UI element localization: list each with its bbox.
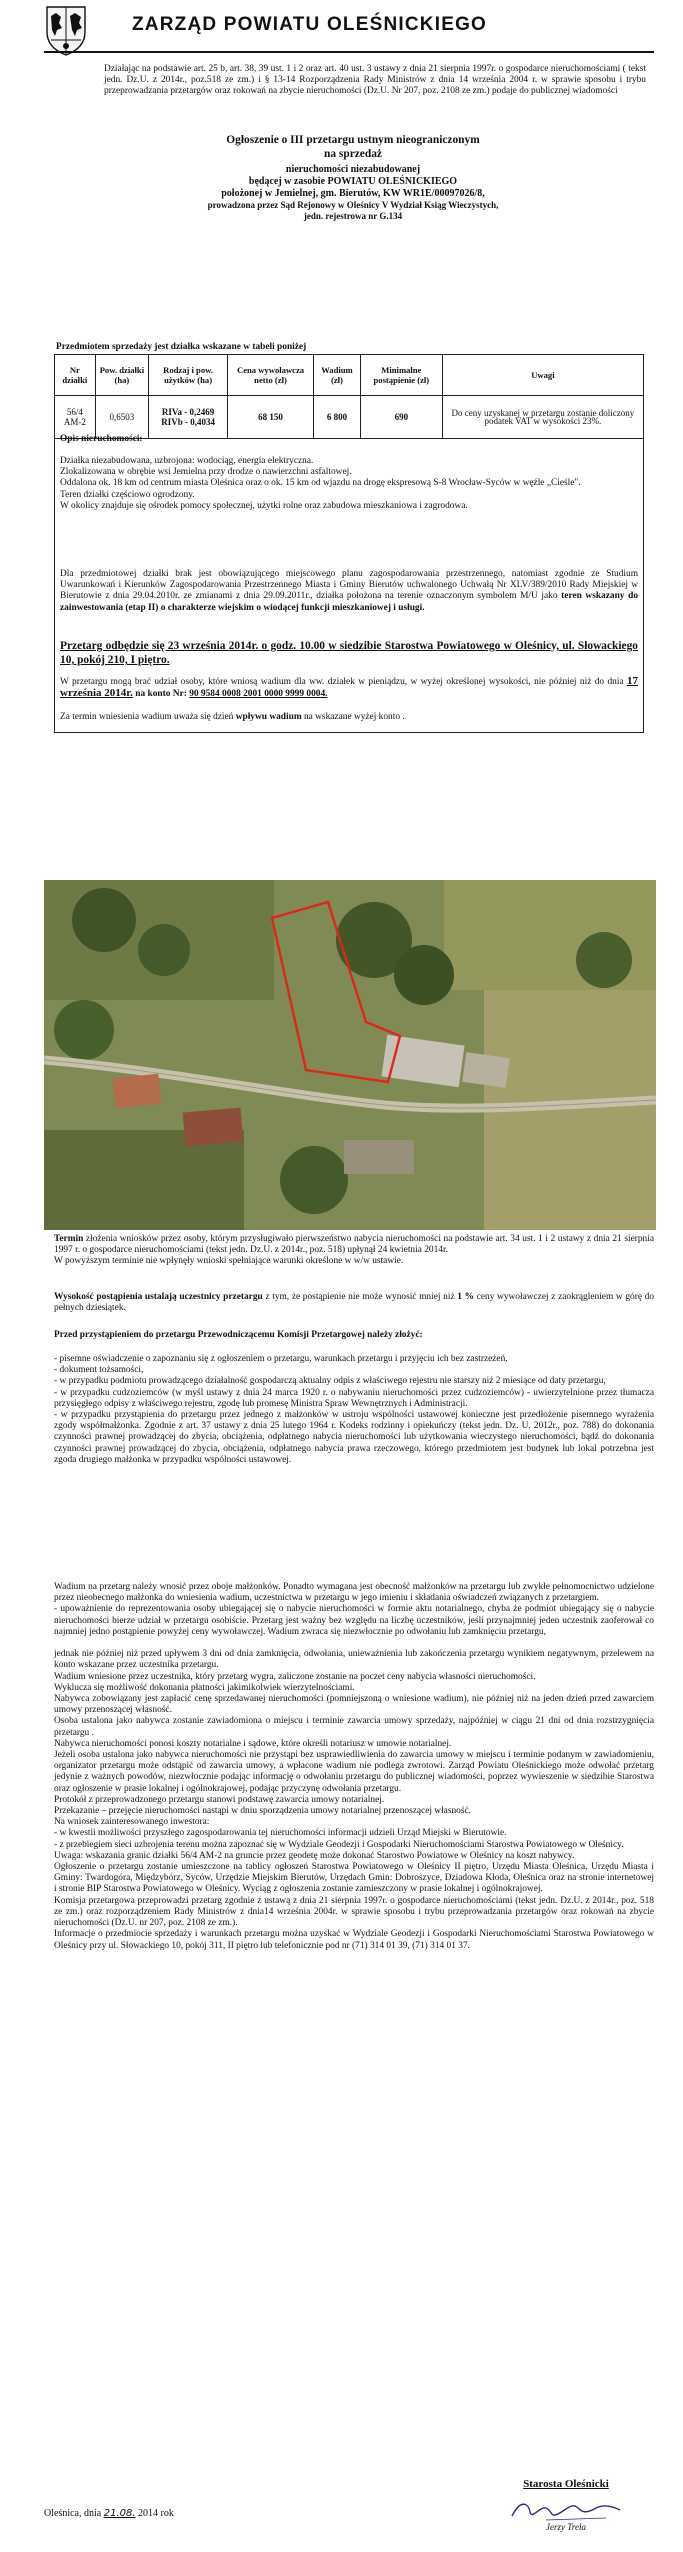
priority-paragraph xyxy=(54,1234,654,1268)
subject-label: Przedmiotem sprzedaży jest działka wskazane w tabeli poniżej xyxy=(56,342,307,352)
handwritten-signature-icon xyxy=(506,2494,626,2524)
property-location: położonej w Jemielnej, gm. Bierutów, KW WR1E/00097026/8, xyxy=(221,188,485,199)
bid-increment-text: z tym, że postąpienie nie może wynosić mniej niż xyxy=(265,1292,455,1302)
table-header: Uwagi xyxy=(442,355,643,396)
deposit-timing-end: na wskazane wyżej konto . xyxy=(303,712,405,722)
letterhead xyxy=(44,0,662,58)
bid-increment-end: ceny wywoławczej z zaokrągleniem w górę do pełnych dziesiątek. xyxy=(54,1292,655,1314)
zoning-text: Dla przedmiotowej działki brak jest obowiązującego miejscowego planu zagospodarowania przestrzennego, natomiast zgodnie ze Studium Uwarunkowań i Kierunków Zagospodarowania Przestrzennego Miasta i Gminy Bierutów uchwalonego Uchwałą Nr XLV/389/2010 Rady Miejskiej w Bierutowie z dnia 29.04.2010r. ze zmianami z dnia 29.09.2011r., działka położona na terenie oznaczonym symbolem M/U jako xyxy=(60,569,638,602)
table-header: Pow. działki (ha) xyxy=(95,355,148,396)
signature-title: Starosta Oleśnicki xyxy=(523,2478,609,2490)
starting-price-cell: 68 150 xyxy=(228,396,314,439)
property-owner: będącej w zasobie POWIATU OLEŚNICKIEGO xyxy=(248,176,458,187)
minimum-bid-cell: 690 xyxy=(360,396,442,439)
plot-area-cell: 0,6503 xyxy=(95,396,148,439)
aerial-photo-image xyxy=(44,880,656,1230)
legal-basis-paragraph: Działając na podstawie art. 25 b, art. 38, 39 ust. 1 i 2 oraz art. 40 ust. 3 ustawy z dnia 21 sierpnia 1997r. o gospodarce nieruchomościami ( tekst jedn. Dz.U. z 2014r., poz.518 ze zm.) i § 13-14 Rozporządzenia Rady Ministrów z dnia 14 września 2004 r. w sprawie sposobu i trybu przeprowadzania przetargów oraz rokowań na zbycie nieruchomości (Dz.U. Nr 207, poz. 2108 ze zm.) podaje do publicznej wiadomości xyxy=(104,64,646,97)
table-header: Rodzaj i pow. użytków (ha) xyxy=(149,355,228,396)
signature-block xyxy=(486,2478,646,2538)
zoning-paragraph xyxy=(60,569,638,614)
deposit-deadline: 17 września 2014r. xyxy=(60,675,638,700)
table-header: Minimalne postąpienie (zł) xyxy=(360,355,442,396)
requirements-list: - pisemne oświadczenie o zapoznaniu się z ogłoszeniem o przetargu, warunkach przetargu i przyjęciu ich bez zastrzeżeń, - dokument tożsamości, - w przypadku podmiotu prowadzącego działalność gospodarczą aktualny odpis z właściwego rejestru nie starszy niż 2 miesiące od daty przetargu, - w przypadku cudzoziemców (w myśl ustawy z dnia 24 marca 1920 r. o nabywaniu nieruchomości przez cudzoziemców) - uwierzytelnione przez tłumacza przysięgłego odpisy z właściwego rejestru, zgodę lub promesę Ministra Spraw Wewnętrznych i Administracji. - w przypadku przystąpienia do przetargu przez jednego z małżonków w ustroju wspólności ustawowej konieczne jest przedłożenie pisemnego wyrażenia zgody współmałżonka. Zgodnie z art. 37 ustawy z dnia 25 lutego 1964 r. Kodeks rodzinny i opiekuńczy (tekst jedn. Dz. U. 2012r., poz. 788) do dokonania czynności prawnej prowadzącej do zbycia, obciążenia, odpłatnego nabycia nieruchomości lub użytkowania wieczystego nieruchomości, bądź do dokonania czynności prawnej prowadzącej do zbycia, obciążenia, odpłatnego nabycia prawa rzeczowego, którego przedmiotem jest budynek lub lokal potrzebna jest zgoda drugiego małżonka w przypadku wspólności ustawowej. xyxy=(54,1354,654,1465)
issue-date-prefix: Oleśnica, dnia xyxy=(44,2508,102,2519)
priority-text: złożenia wniosków przez osoby, którym przysługiwało pierwszeństwo nabycia nieruchomości na podstawie art. 34 ust. 1 i 2 ustawy z dnia 21 sierpnia 1997 r. o gospodarce nieruchomościami (tekst jedn. Dz.U. z 2014r., poz. 518) upłynął 24 kwietnia 2014r. W powyższym terminie nie wpłynęły wnioski spełniające warunki określone w w/w ustawie. xyxy=(54,1234,654,1267)
powiat-coat-of-arms-icon xyxy=(44,4,88,56)
table-header: Cena wywoławcza netto (zł) xyxy=(228,355,314,396)
requirements-label: Przed przystąpieniem do przetargu Przewodniczącemu Komisji Przetargowej należy złożyć: xyxy=(54,1330,423,1340)
deposit-account-number: 90 9584 0008 2001 0000 9999 0004. xyxy=(189,689,328,700)
letterhead-title: ZARZĄD POWIATU OLEŚNICKIEGO xyxy=(132,14,488,35)
issue-date-suffix: 2014 rok xyxy=(138,2508,174,2519)
plot-number-cell: 56/4 AM-2 xyxy=(55,396,96,439)
announcement-subtitle: na sprzedaż xyxy=(324,148,382,160)
deposit-timing xyxy=(60,712,638,723)
table-header: Nr działki xyxy=(55,355,96,396)
priority-label: Termin xyxy=(54,1234,84,1244)
property-type: nieruchomości niezabudowanej xyxy=(285,164,421,175)
table-header: Wadium (zł) xyxy=(314,355,361,396)
signature-name: Jerzy Trela xyxy=(546,2522,586,2532)
table-header-row xyxy=(55,355,644,396)
deposit-text: W przetargu mogą brać udział osoby, które wniosą wadium dla ww. działek w pieniądzu, w wyżej określonej wysokości, nie później niż do dnia xyxy=(60,677,624,687)
auction-date-notice: Przetarg odbędzie się 23 września 2014r. o godz. 10.00 w siedzibie Starostwa Powiatowego w Oleśnicy, ul. Słowackiego 10, pokój 210, I piętro. xyxy=(60,640,638,666)
deposit-paragraph xyxy=(60,676,638,700)
deposit-account-label: na konto Nr: xyxy=(135,689,187,700)
zoning-designation: teren wskazany do zainwestowania (etap II) o charakterze wiejskim o wiodącej funkcji mieszkaniowej i usługi. xyxy=(60,591,639,613)
page-two xyxy=(44,1232,662,2462)
bid-increment-label: Wysokość postąpienia ustalają uczestnicy przetargu xyxy=(54,1292,263,1302)
description-label: Opis nieruchomości: xyxy=(60,434,143,444)
plots-table xyxy=(54,354,644,439)
remarks-cell: Do ceny uzyskanej w przetargu zostanie doliczony podatek VAT w wysokości 23%. xyxy=(442,396,643,439)
issue-date xyxy=(44,2508,174,2519)
deposit-timing-text: Za termin wniesienia wadium uważa się dzień xyxy=(60,712,234,722)
description-text: Działka niezabudowana, uzbrojona: wodociąg, energia elektryczna. Zlokalizowana w obrębie wsi Jemielna przy drodze o nawierzchni asfaltowej. Oddalona ok. 18 km od centrum miasta Oleśnica oraz o ok. 15 km od wjazdu na drogę ekspresową S-8 Wrocław-Syców w węźle „Cieśle". Teren działki częściowo ogrodzony. W okolicy znajduje się ośrodek pomocy społecznej, użytki rolne oraz zabudowa mieszkaniowa i zagrodowa. xyxy=(60,456,581,511)
register-unit: jedn. rejestrowa nr G.134 xyxy=(303,211,403,221)
terms-body: Wadium na przetarg należy wnosić przez oboje małżonków. Ponadto wymagana jest obecność małżonków na przetargu lub zwykłe pełnomocnictwo udzielone przez nieobecnego małżonka do wniesienia wadium, uczestnictwa w przetargu w jego imieniu i składania oświadczeń związanych z przetargiem. - upoważnienie do reprezentowania osoby ubiegającej się o nabycie nieruchomości w formie aktu notarialnego, chyba że podmiot ubiegający się o nabycie nieruchomości bierze udział w przetargu osobiście. Przetarg jest ważny bez względu na liczbę uczestników, jeśli przynajmniej jeden uczestnik zaoferował co najmniej jedno postąpienie powyżej ceny wywoławczej. Wadium zwraca się niezwłocznie po odwołaniu lub zamknięciu przetargu, jednak nie później niż przed upływem 3 dni od dnia zamknięcia, odwołania, unieważnienia lub zakończenia przetargu wynikiem negatywnym, przelewem na konto wskazane przez uczestnika przetargu. Wadium wniesione przez uczestnika, który przetarg wygra, zaliczone zostanie na poczet ceny nabycia własności nieruchomości. Wyklucza się możliwość dokonania płatności jakimikolwiek wierzytelnościami. Nabywca zobowiązany jest zapłacić cenę sprzedawanej nieruchomości (pomniejszoną o wniesione wadium), nie później niż na jeden dzień przed zawarciem umowy przenoszącej własność. Osoba ustalona jako nabywca zostanie zawiadomiona o miejscu i terminie zawarcia umowy sprzedaży, najpóźniej w ciągu 21 dni od dnia rozstrzygnięcia przetargu . Nabywca nieruchomości ponosi koszty notarialne i sądowe, które określi notariusz w umowie notarialnej. Jeżeli osoba ustalona jako nabywca nieruchomości nie przystąpi bez usprawiedliwienia do zawarcia umowy w miejscu i terminie podanym w zawiadomieniu, organizator przetargu może odstąpić od zawarcia umowy, a wpłacone wadium nie podlega zwrotowi. Zarząd Powiatu Oleśnickiego może odwołać przetarg jedynie z ważnych powodów, niezwłocznie podając informację o odwołaniu przetargu do publicznej wiadomości, poprzez wywieszenie w siedzibie Starostwa oraz ogłoszenie w prasie lokalnej i ogólnokrajowej, podając przyczynę odwołania przetargu. Protokół z przeprowadzonego przetargu stanowi podstawę zawarcia umowy notarialnej. Przekazanie – przejęcie nieruchomości nastąpi w dniu sporządzenia umowy notarialnej przenoszącej własność. Na wniosek zainteresowanego inwestora: - w kwestii możliwości przyszłego zagospodarowania tej nieruchomości informacji udzieli Urząd Miejski w Bierutowie. - z przebiegiem sieci uzbrojenia terenu można zapoznać się w Wydziale Geodezji i Gospodarki Nieruchomościami Starostwa Powiatowego w Oleśnicy. Uwaga: wskazania granic działki 56/4 AM-2 na gruncie przez geodetę może dokonać Starostwo Powiatowe w Oleśnicy na koszt nabywcy. Ogłoszenie o przetargu zostanie umieszczone na tablicy ogłoszeń Starostwa Powiatowego w Oleśnicy II piętro, Urzędu Miasta Oleśnica, Urzędu Miasta i Gminy: Twardogóra, Międzybórz, Syców, Urzędzie Miejskim Bierutów, Urzędach Gmin: Dobroszyce, Dziadowa Kłoda, Oleśnica oraz na stronie internetowej i stronie BIP Starostwa Powiatowego w Oleśnicy. Wyciąg z ogłoszenia zostanie zamieszczony w prasie lokalnej i ogólnokrajowej. Komisja przetargowa przeprowadzi przetarg zgodnie z ustawą z dnia 21 sierpnia 1997r. o gospodarce nieruchomościami (tekst jedn. Dz.U. z 2014r., poz. 518 ze zm.) oraz rozporządzeniem Rady Ministrów z dnia14 września 2004r. w sprawie sposobu i trybu przeprowadzania przetargów oraz rokowań na zbycie nieruchomości (Dz.U. nr 207, poz. 2108 ze zm.). Informacje o przedmiocie sprzedaży i warunkach przetargu można uzyskać w Wydziale Geodezji i Gospodarki Nieruchomościami Starostwa Powiatowego w Oleśnicy przy ul. Słowackiego 10, pokój 311, II piętro lub telefonicznie pod nr (71) 314 01 39, (71) 314 01 37. xyxy=(54,1582,654,1951)
deposit-receipt: wpływu wadium xyxy=(235,712,302,722)
deposit-cell: 6 800 xyxy=(314,396,361,439)
issue-date-handwritten: 21.08. xyxy=(103,2508,136,2519)
announcement-title: Ogłoszenie o III przetargu ustnym nieograniczonym xyxy=(226,134,480,146)
land-use-riva: RIVa - 0,2469 xyxy=(161,407,215,417)
bid-increment-paragraph xyxy=(54,1292,654,1314)
page-one xyxy=(44,64,662,884)
land-register-court: prowadzona przez Sąd Rejonowy w Oleśnicy V Wydział Ksiąg Wieczystych, xyxy=(207,200,499,210)
letterhead-rule xyxy=(44,51,654,53)
land-use-rivb: RIVb - 0,4034 xyxy=(161,417,215,427)
bid-increment-percent: 1 % xyxy=(457,1292,475,1302)
aerial-photo xyxy=(44,880,656,1230)
